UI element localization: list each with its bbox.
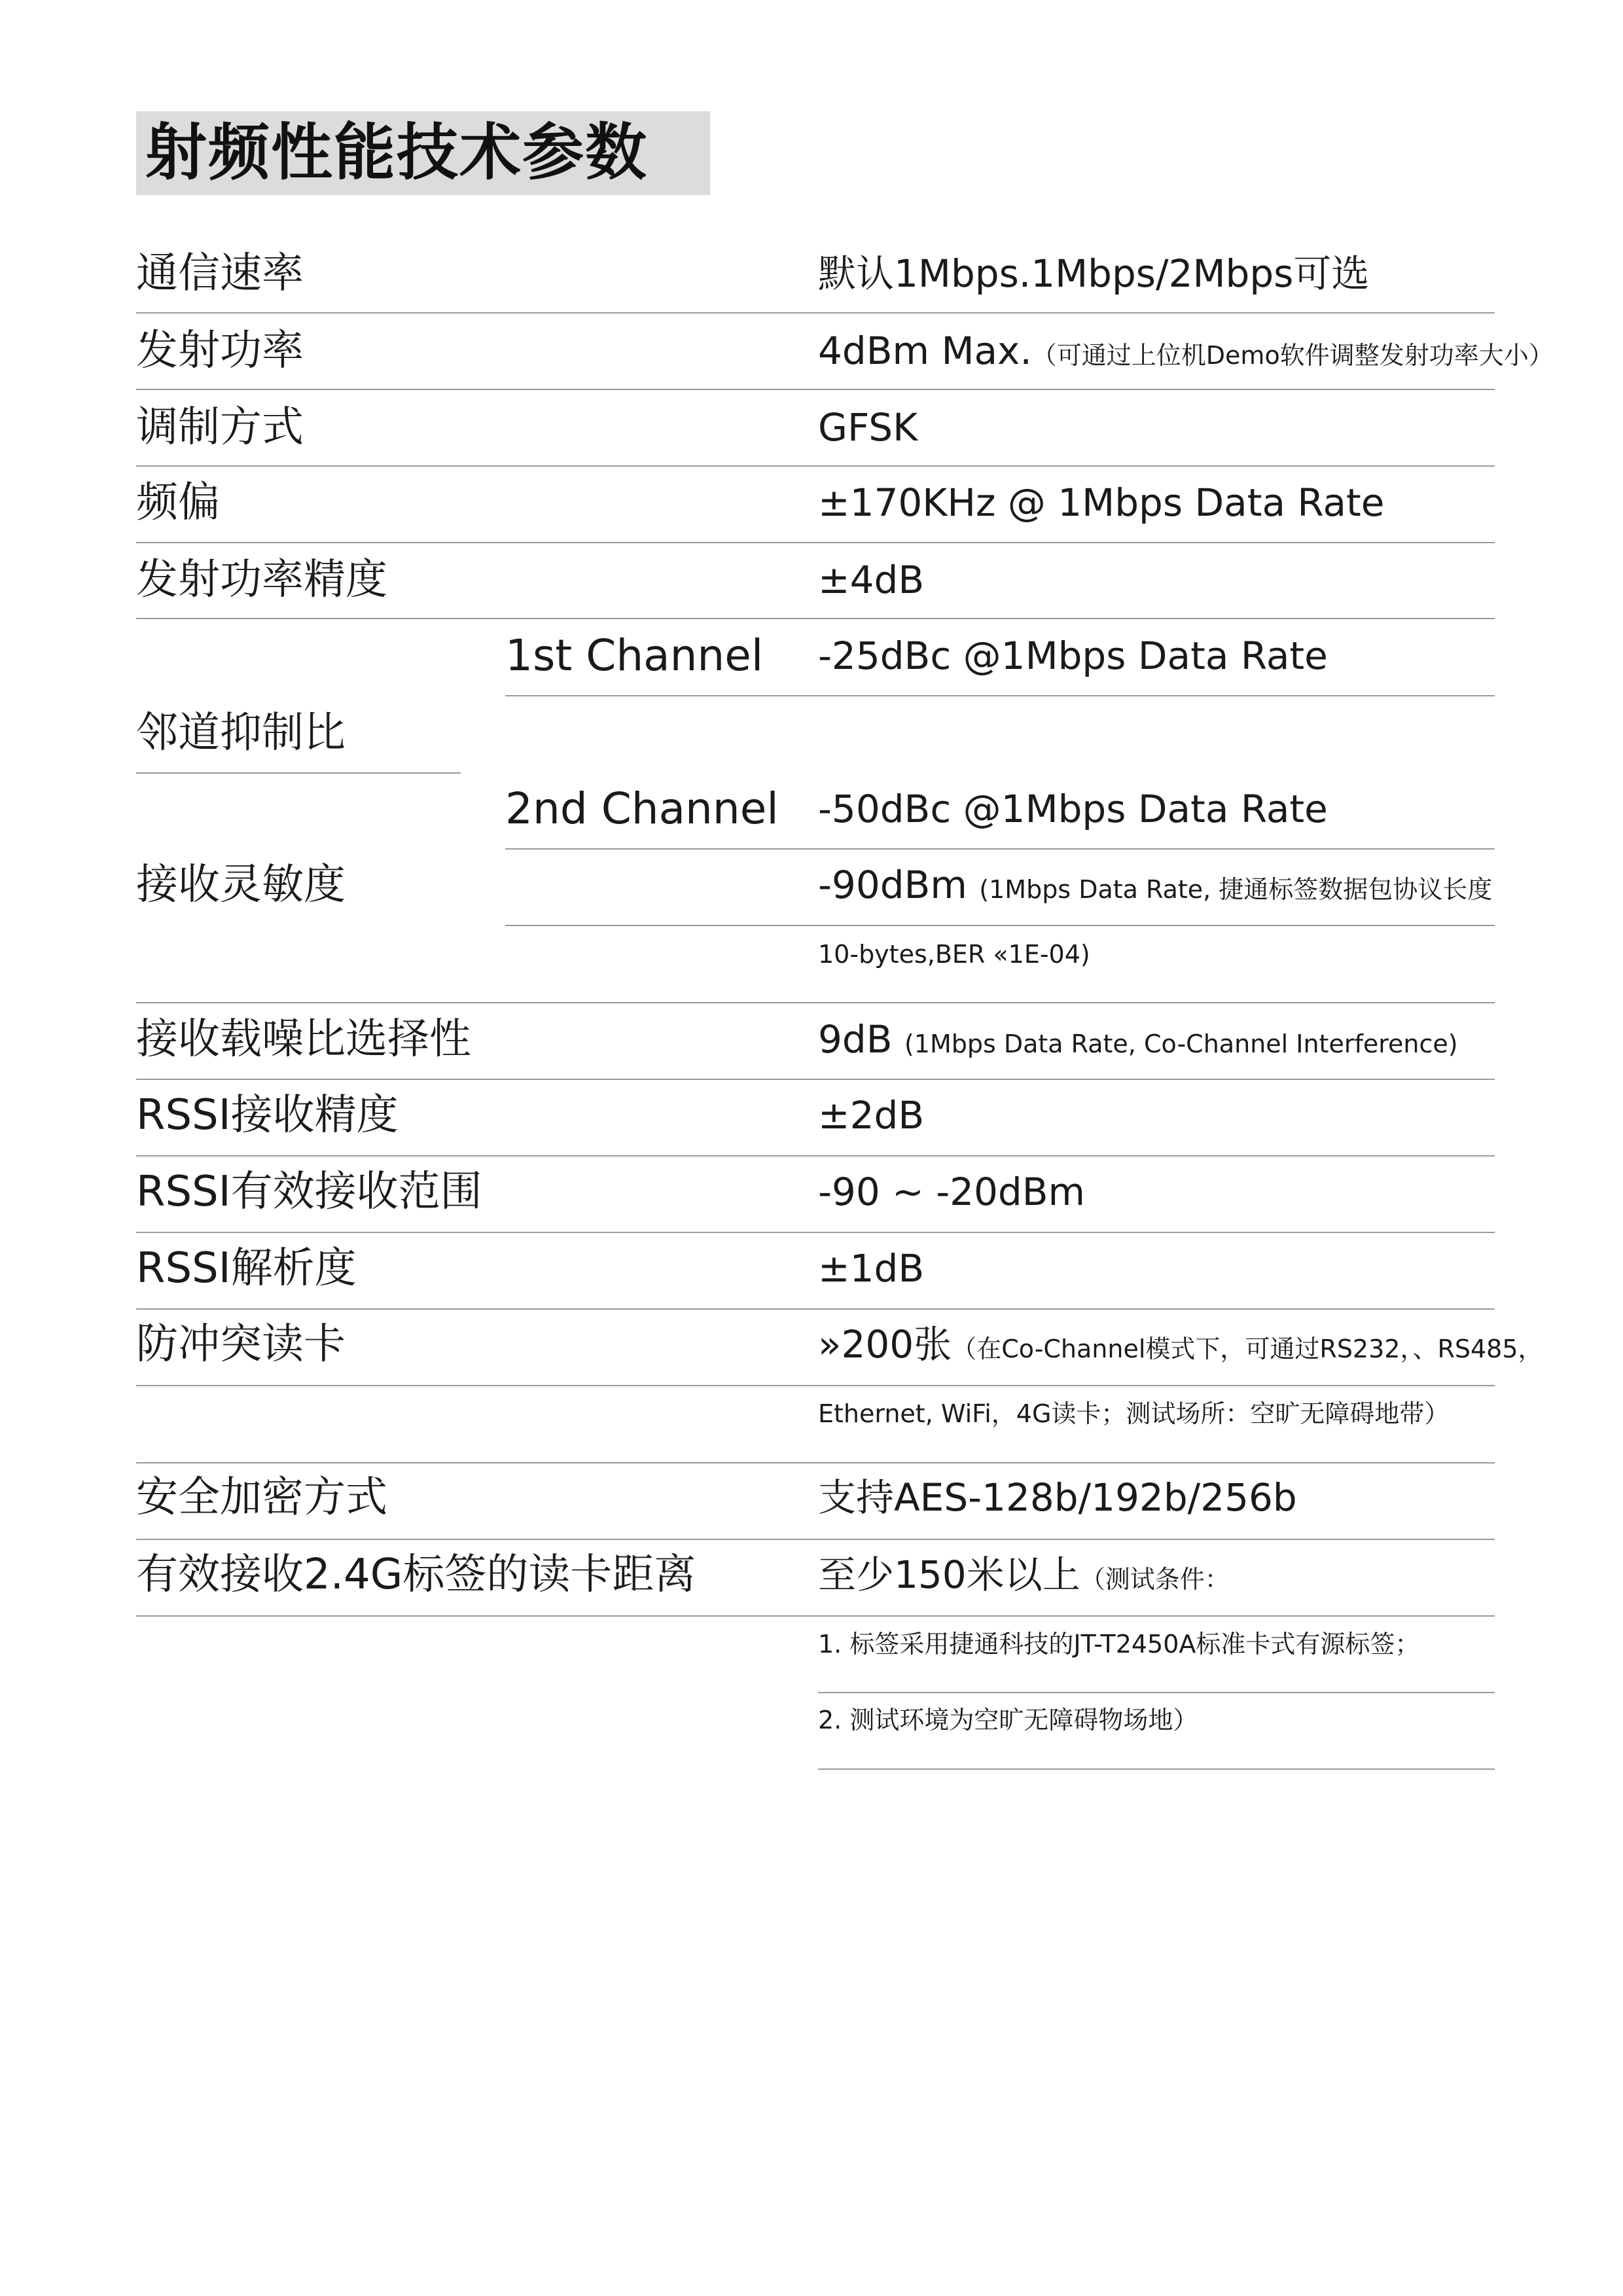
acr-channel-1-label: 1st Channel — [505, 630, 764, 681]
spec-value-text: 支持AES-128b/192b/256b — [818, 1475, 1297, 1520]
spec-value-text: 9dB — [818, 1017, 893, 1062]
spec-label-rssi-accuracy: RSSI接收精度 — [136, 1091, 399, 1139]
spec-label-tx-power: 发射功率 — [136, 327, 304, 375]
acr-channel-2-label: 2nd Channel — [505, 783, 779, 834]
spec-value-modulation — [818, 401, 918, 454]
row-divider — [505, 848, 1495, 850]
spec-value-text: GFSK — [818, 405, 918, 450]
spec-value-text: ±1dB — [818, 1246, 925, 1291]
spec-value-read-distance — [818, 1549, 1230, 1605]
spec-note: （在Co-Channel模式下，可通过RS232，、RS485， — [952, 1335, 1543, 1363]
spec-label-rssi-range: RSSI有效接收范围 — [136, 1168, 482, 1216]
row-divider — [818, 1768, 1495, 1770]
spec-value-text: ±2dB — [818, 1093, 925, 1138]
row-divider — [136, 1615, 1495, 1617]
spec-value-text: ±4dB — [818, 558, 925, 602]
row-divider — [136, 312, 1495, 314]
spec-value-text: -25dBc @1Mbps Data Rate — [818, 634, 1328, 678]
spec-value-frequency-deviation — [818, 476, 1384, 529]
spec-label-cnr-selectivity: 接收载噪比选择性 — [136, 1015, 471, 1064]
spec-value-text: -50dBc @1Mbps Data Rate — [818, 787, 1328, 831]
spec-label-adjacent-channel-rejection: 邻道抑制比 — [136, 709, 346, 757]
spec-value-text: -90 ~ -20dBm — [818, 1170, 1086, 1214]
spec-label-encryption: 安全加密方式 — [136, 1473, 387, 1522]
row-divider — [136, 772, 461, 774]
spec-value-rx-sensitivity — [818, 859, 1492, 916]
spec-value-data-rate — [818, 247, 1369, 300]
spec-label-data-rate: 通信速率 — [136, 249, 304, 298]
acr-channel-1-value — [818, 630, 1328, 682]
row-divider — [136, 1155, 1495, 1157]
row-divider — [136, 1232, 1495, 1233]
spec-label-frequency-deviation: 频偏 — [136, 478, 220, 527]
spec-value-rssi-resolution — [818, 1242, 924, 1295]
spec-note-continued: Ethernet, WiFi，4G读卡；测试场所：空旷无障碍地带） — [818, 1399, 1450, 1428]
row-divider — [136, 542, 1495, 543]
row-divider — [818, 1692, 1495, 1693]
row-divider — [505, 695, 1495, 696]
row-divider — [136, 1002, 1495, 1003]
spec-value-text: »200张 — [818, 1322, 952, 1367]
row-divider — [136, 1539, 1495, 1540]
spec-value-text: 默认1Mbps.1Mbps/2Mbps可选 — [818, 251, 1370, 296]
spec-label-tx-power-accuracy: 发射功率精度 — [136, 556, 387, 604]
spec-note-continued: 10-bytes,BER «1E-04) — [818, 940, 1090, 969]
spec-value-tx-power-accuracy — [818, 554, 924, 606]
row-divider — [136, 618, 1495, 619]
spec-note: (1Mbps Data Rate, 捷通标签数据包协议长度 — [979, 875, 1493, 904]
row-divider — [136, 1462, 1495, 1463]
spec-value-rssi-accuracy — [818, 1089, 924, 1141]
row-divider — [136, 1308, 1495, 1310]
spec-value-anti-collision — [818, 1318, 1543, 1375]
spec-value-cnr-selectivity — [818, 1013, 1458, 1070]
spec-note: （测试条件： — [1080, 1565, 1230, 1594]
test-condition-1: 1. 标签采用捷通科技的JT-T2450A标准卡式有源标签； — [818, 1630, 1420, 1659]
spec-value-text: ±170KHz @ 1Mbps Data Rate — [818, 480, 1385, 525]
page-title: 射频性能技术参数 — [145, 117, 649, 188]
spec-value-tx-power — [818, 325, 1554, 382]
row-divider — [136, 465, 1495, 467]
row-divider — [136, 389, 1495, 390]
test-condition-2: 2. 测试环境为空旷无障碍物场地） — [818, 1706, 1198, 1734]
spec-label-modulation: 调制方式 — [136, 403, 304, 452]
spec-label-rx-sensitivity: 接收灵敏度 — [136, 861, 346, 909]
spec-value-encryption — [818, 1471, 1297, 1524]
spec-note: (1Mbps Data Rate, Co-Channel Interference) — [904, 1030, 1458, 1058]
spec-label-anti-collision: 防冲突读卡 — [136, 1320, 346, 1369]
spec-value-text: 4dBm Max. — [818, 329, 1032, 373]
row-divider — [136, 1385, 1495, 1386]
row-divider — [136, 1079, 1495, 1080]
spec-value-text: 至少150米以上 — [818, 1552, 1080, 1597]
spec-value-text: -90dBm — [818, 863, 967, 907]
spec-value-rssi-range — [818, 1166, 1085, 1218]
acr-channel-2-value — [818, 783, 1328, 835]
spec-label-read-distance: 有效接收2.4G标签的读卡距离 — [136, 1551, 696, 1599]
row-divider — [505, 925, 1495, 926]
spec-label-rssi-resolution: RSSI解析度 — [136, 1244, 357, 1293]
spec-note: （可通过上位机Demo软件调整发射功率大小） — [1031, 341, 1554, 370]
